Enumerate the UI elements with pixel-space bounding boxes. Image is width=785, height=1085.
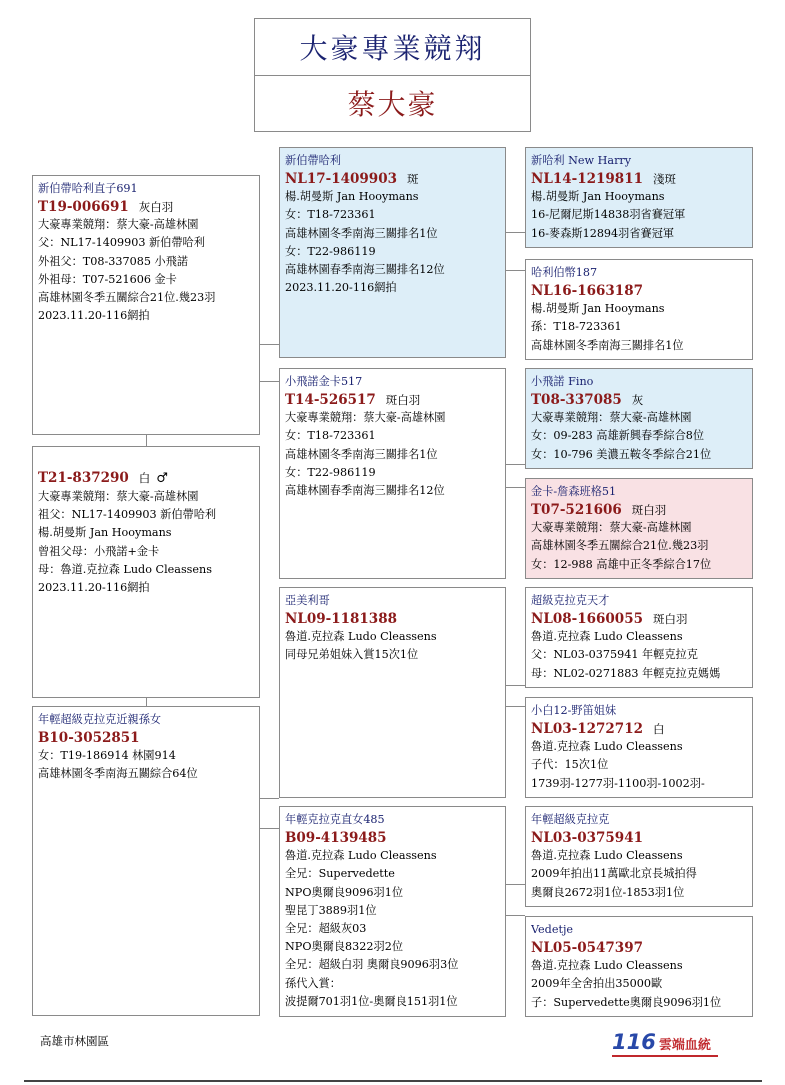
connector — [505, 270, 525, 271]
pigeon-name: 小飛諾 Fino — [531, 375, 594, 388]
pigeon-color: 灰 — [631, 393, 644, 408]
note-line: 高雄林園冬季南海三關排名1位 — [531, 338, 684, 352]
note-line: 高雄林園春季南海三關排名12位 — [285, 263, 445, 277]
note-line: 16-尼爾尼斯14838羽省賽冠軍 — [531, 208, 686, 222]
dam-box — [32, 706, 260, 1016]
connector — [505, 884, 525, 885]
note-line: 全兄：超級灰03 — [285, 922, 367, 936]
connector — [259, 381, 279, 382]
note-line: 高雄林園冬季五關綜合21位.幾23羽 — [38, 291, 216, 305]
divider — [24, 1080, 762, 1082]
note-line: 高雄林園冬季五關綜合21位.幾23羽 — [531, 539, 709, 553]
ring-number: NL14-1219811 淺斑 — [531, 171, 676, 188]
note-line: 女：T18-723361 — [285, 429, 376, 443]
note-line: 大豪專業競翔：蔡大豪-高雄林園 — [531, 411, 692, 425]
note-line: 1739羽-1277羽-1100羽-1002羽- — [531, 776, 705, 790]
ddd-box — [525, 916, 753, 1017]
pigeon-name: Vedetje — [531, 923, 574, 936]
note-line: NPO奧爾良9096羽1位 — [285, 885, 404, 899]
pigeon-name: 小白12-野笛姐妹 — [531, 704, 617, 717]
note-line: 女：T18-723361 — [285, 208, 376, 222]
note-line: 孫：T18-723361 — [531, 320, 622, 334]
note-line: 祖父：NL17-1409903 新伯帶哈利 — [38, 508, 217, 522]
pigeon-color: 灰白羽 — [138, 200, 174, 215]
note-line: 波提爾701羽1位-奧爾良151羽1位 — [285, 994, 458, 1008]
logo-number: 116 — [612, 1030, 656, 1054]
pigeon-color: 斑白羽 — [385, 393, 421, 408]
sds-box — [525, 368, 753, 469]
note-line: 大豪專業競翔：蔡大豪-高雄林園 — [38, 218, 199, 232]
note-line: 大豪專業競翔：蔡大豪-高雄林園 — [285, 411, 446, 425]
note-line: 曾祖父母：小飛諾+金卡 — [38, 544, 160, 558]
note-line: 全兄：Supervedette — [285, 867, 395, 881]
pigeon-color: 白 — [138, 471, 151, 485]
title-box — [254, 18, 531, 132]
dam-dam-box — [279, 806, 506, 1017]
pigeon-color: 斑 — [406, 172, 419, 187]
connector — [146, 697, 147, 706]
ring-number: NL05-0547397 — [531, 940, 643, 957]
pigeon-name: 金卡-詹森班格51 — [531, 485, 617, 498]
note-line: 孫代入賞： — [285, 976, 341, 990]
ring-number: T21-837290 白 ♂ — [38, 470, 168, 486]
pigeon-name: 新伯帶哈利直子691 — [38, 182, 138, 195]
note-line: 魯道.克拉森 Ludo Cleassens — [285, 849, 437, 863]
note-line: 聖昆丁3889羽1位 — [285, 903, 377, 917]
pigeon-name: 超級克拉克天才 — [531, 594, 610, 607]
note-line: 楊.胡曼斯 Jan Hooymans — [285, 190, 419, 204]
club-name: 大豪專業競翔 — [255, 19, 530, 76]
note-line: 楊.胡曼斯 Jan Hooymans — [531, 302, 665, 316]
pigeon-color: 白 — [652, 722, 665, 737]
note-line: 高雄林園冬季南海五關綜合64位 — [38, 767, 198, 781]
ring-number: T08-337085 灰 — [531, 392, 644, 409]
note-line: 父：NL03-0375941 年輕克拉克 — [531, 648, 698, 662]
connector — [505, 464, 525, 465]
note-line: 奧爾良2672羽1位-1853羽1位 — [531, 885, 685, 899]
note-line: 母：NL02-0271883 年輕克拉克媽媽 — [531, 666, 721, 680]
connector — [505, 685, 525, 686]
note-line: 女：10-796 美濃五鞍冬季綜合21位 — [531, 447, 712, 461]
pigeon-color: 淺斑 — [652, 172, 676, 187]
ring-number: NL08-1660055 斑白羽 — [531, 611, 688, 628]
connector — [505, 706, 525, 707]
ring-number: B09-4139485 — [285, 830, 387, 847]
note-line: 大豪專業競翔：蔡大豪-高雄林園 — [531, 521, 692, 535]
pigeon-name: 年輕超級克拉克近親孫女 — [38, 713, 162, 726]
male-icon: ♂ — [156, 471, 168, 486]
note-line: NPO奧爾良8322羽2位 — [285, 940, 404, 954]
note-line: 魯道.克拉森 Ludo Cleassens — [531, 740, 683, 754]
note-line: 同母兄弟姐妹入賞15次1位 — [285, 648, 419, 662]
note-line: 2023.11.20-116網拍 — [285, 281, 397, 295]
note-line: 女：T19-186914 林園914 — [38, 749, 176, 763]
ring-number: NL03-1272712 白 — [531, 721, 665, 738]
note-line: 2009年拍出11萬歐北京長城拍得 — [531, 867, 697, 881]
pigeon-name: 亞美利哥 — [285, 594, 330, 607]
note-line: 16-麥森斯12894羽省賽冠軍 — [531, 226, 675, 240]
note-line: 2023.11.20-116網拍 — [38, 309, 150, 323]
dam-sire-box — [279, 587, 506, 798]
note-line: 魯道.克拉森 Ludo Cleassens — [531, 630, 683, 644]
dds-box — [525, 806, 753, 907]
note-line: 女：12-988 高雄中正冬季綜合17位 — [531, 557, 712, 571]
ring-number: NL16-1663187 — [531, 283, 643, 300]
note-line: 女：T22-986119 — [285, 244, 376, 258]
note-line: 女：09-283 高雄新興春季綜合8位 — [531, 429, 705, 443]
connector — [505, 487, 525, 488]
ring-number: T07-521606 斑白羽 — [531, 502, 667, 519]
pigeon-name: 小飛諾金卡517 — [285, 375, 363, 388]
sire-dam-box — [279, 368, 506, 579]
pigeon-name: 新伯帶哈利 — [285, 154, 341, 167]
connector — [259, 344, 279, 345]
ssd-box — [525, 259, 753, 360]
note-line: 外祖母：T07-521606 金卡 — [38, 272, 177, 286]
ring-number: NL03-0375941 — [531, 830, 643, 847]
note-line: 高雄林園春季南海三關排名12位 — [285, 484, 445, 498]
dsd-box — [525, 697, 753, 798]
pigeon-name: 年輕克拉克直女485 — [285, 813, 385, 826]
note-line: 楊.胡曼斯 Jan Hooymans — [38, 526, 172, 540]
note-line: 2009年全舍拍出35000歐 — [531, 977, 663, 991]
connector — [505, 915, 525, 916]
note-line: 母：魯道.克拉森 Ludo Cleassens — [38, 562, 212, 576]
ring-number: NL17-1409903 斑 — [285, 171, 419, 188]
pigeon-name: 新哈利 New Harry — [531, 154, 632, 167]
ring-number: T14-526517 斑白羽 — [285, 392, 421, 409]
pigeon-name: 年輕超級克拉克 — [531, 813, 610, 826]
sire-box — [32, 175, 260, 435]
connector — [259, 798, 279, 799]
note-line: 子：Supervedette奧爾良9096羽1位 — [531, 995, 722, 1009]
note-line: 高雄林園冬季南海三關排名1位 — [285, 226, 438, 240]
note-line: 父：NL17-1409903 新伯帶哈利 — [38, 236, 205, 250]
sdd-box — [525, 478, 753, 579]
note-line: 高雄林園冬季南海三關排名1位 — [285, 447, 438, 461]
pigeon-color: 斑白羽 — [652, 612, 688, 627]
note-line: 魯道.克拉森 Ludo Cleassens — [531, 959, 683, 973]
note-line: 魯道.克拉森 Ludo Cleassens — [285, 630, 437, 644]
pigeon-name: 哈利伯幣187 — [531, 266, 598, 279]
pigeon-color: 斑白羽 — [631, 503, 667, 518]
ring-number: B10-3052851 — [38, 730, 140, 747]
footer-location: 高雄市林園區 — [40, 1034, 109, 1048]
brand-logo — [612, 1030, 711, 1054]
dss-box — [525, 587, 753, 688]
ring-number: T19-006691 灰白羽 — [38, 199, 174, 216]
note-line: 2023.11.20-116網拍 — [38, 581, 150, 595]
note-line: 楊.胡曼斯 Jan Hooymans — [531, 190, 665, 204]
logo-text: 雲端血統 — [658, 1038, 711, 1053]
sire-sire-box — [279, 147, 506, 358]
ring-number: NL09-1181388 — [285, 611, 397, 628]
note-line: 全兄：超級白羽 奧爾良9096羽3位 — [285, 958, 459, 972]
note-line: 大豪專業競翔：蔡大豪-高雄林園 — [38, 490, 199, 503]
logo-underline — [612, 1055, 718, 1057]
connector — [259, 828, 279, 829]
sss-box — [525, 147, 753, 248]
owner-name: 蔡大豪 — [347, 88, 438, 121]
note-line: 女：T22-986119 — [285, 465, 376, 479]
note-line: 外祖父：T08-337085 小飛諾 — [38, 254, 189, 268]
note-line: 子代：15次1位 — [531, 758, 609, 772]
note-line: 魯道.克拉森 Ludo Cleassens — [531, 849, 683, 863]
connector — [505, 232, 525, 233]
subject-box — [32, 446, 260, 698]
